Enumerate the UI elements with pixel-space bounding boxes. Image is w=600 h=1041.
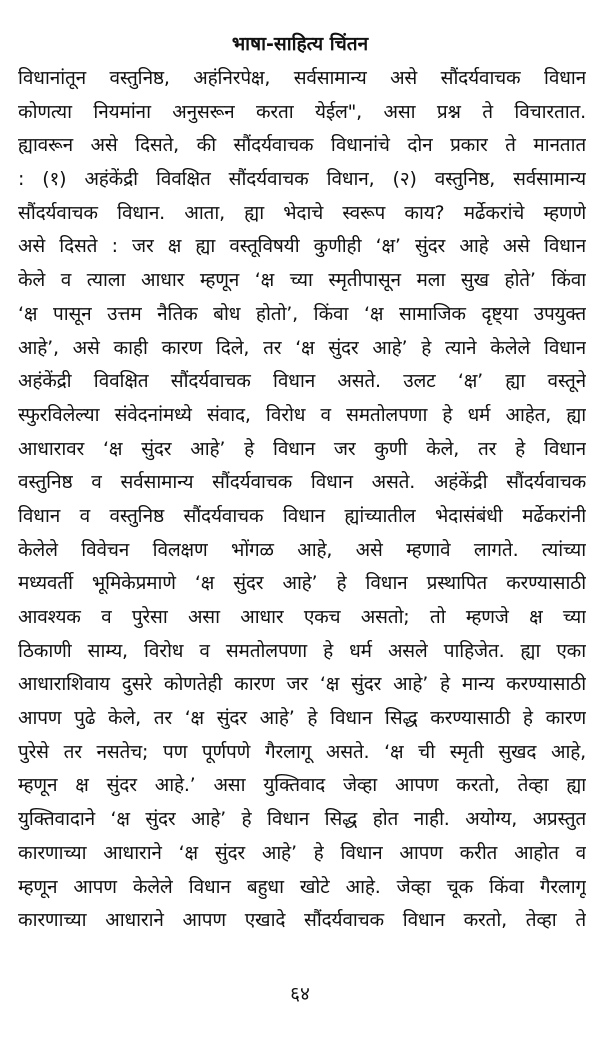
text-line: मध्यवर्ती भूमिकेप्रमाणे ‘क्ष सुंदर आहे’ हे विधान प्रस्थापित करण्यासाठी (18, 572, 586, 595)
text-line: आपण पुढे केले, तर ‘क्ष सुंदर आहे’ हे विधान सिद्ध करण्यासाठी हे कारण (18, 707, 586, 730)
text-line: सौंदर्यवाचक विधान. आता, ह्या भेदाचे स्वरूप काय? मर्ढेकरांचे म्हणणे (18, 201, 586, 224)
text-line: ‘क्ष पासून उत्तम नैतिक बोध होतो’, किंवा ‘क्ष सामाजिक दृष्ट्या उपयुक्त (18, 302, 586, 325)
text-line: पुरेसे तर नसतेच; पण पूर्णपणे गैरलागू असते. ‘क्ष ची स्मृती सुखद आहे, (18, 740, 586, 763)
text-line: केलेले विवेचन विलक्षण भोंगळ आहे, असे म्हणावे लागते. त्यांच्या (18, 538, 586, 561)
text-line: : (१) अहंकेंद्री विवक्षित सौंदर्यवाचक विधान, (२) वस्तुनिष्ठ, सर्वसामान्य (18, 168, 586, 191)
text-line: कारणाच्या आधाराने ‘क्ष सुंदर आहे’ हे विधान आपण करीत आहोत व (18, 841, 586, 864)
text-line: कोणत्या नियमांना अनुसरून करता येईल", असा प्रश्न ते विचारतात. (18, 100, 586, 123)
page-number: ६४ (290, 983, 310, 1005)
text-line: अहंकेंद्री विवक्षित सौंदर्यवाचक विधान असते. उलट ‘क्ष’ ह्या वस्तूने (18, 370, 586, 393)
text-line: आहे’, असे काही कारण दिले, तर ‘क्ष सुंदर आहे’ हे त्याने केलेले विधान (18, 336, 586, 359)
body-text (18, 62, 586, 938)
text-line: युक्तिवादाने ‘क्ष सुंदर आहे’ हे विधान सिद्ध होत नाही. अयोग्य, अप्रस्तुत (18, 808, 586, 831)
text-line: ठिकाणी साम्य, विरोध व समतोलपणा हे धर्म असले पाहिजेत. ह्या एका (18, 639, 586, 662)
text-line: आधारावर ‘क्ष सुंदर आहे’ हे विधान जर कुणी केले, तर हे विधान (18, 437, 586, 460)
text-line: म्हणून आपण केलेले विधान बहुधा खोटे आहे. जेव्हा चूक किंवा गैरलागू (18, 875, 586, 898)
text-line: विधान व वस्तुनिष्ठ सौंदर्यवाचक विधान ह्यांच्यातील भेदासंबंधी मर्ढेकरांनी (18, 504, 586, 527)
text-line: म्हणून क्ष सुंदर आहे.’ असा युक्तिवाद जेव्हा आपण करतो, तेव्हा ह्या (18, 774, 586, 797)
text-line: स्फुरविलेल्या संवेदनांमध्ये संवाद, विरोध व समतोलपणा हे धर्म आहेत, ह्या (18, 403, 586, 426)
text-line: आधाराशिवाय दुसरे कोणतेही कारण जर ‘क्ष सुंदर आहे’ हे मान्य करण्यासाठी (18, 673, 586, 696)
text-line: विधानांतून वस्तुनिष्ठ, अहंनिरपेक्ष, सर्वसामान्य असे सौंदर्यवाचक विधान (18, 67, 586, 89)
text-line: आवश्यक व पुरेसा असा आधार एकच असतो; तो म्हणजे क्ष च्या (18, 606, 586, 628)
text-line: कारणाच्या आधाराने आपण एखादे सौंदर्यवाचक विधान करतो, तेव्हा ते (18, 909, 586, 932)
text-line: केले व त्याला आधार म्हणून ‘क्ष च्या स्मृतीपासून मला सुख होते’ किंवा (18, 269, 586, 292)
text-line: ह्यावरून असे दिसते, की सौंदर्यवाचक विधानांचे दोन प्रकार ते मानतात (18, 134, 586, 157)
running-head: भाषा-साहित्य चिंतन (231, 33, 369, 55)
text-line: वस्तुनिष्ठ व सर्वसामान्य सौंदर्यवाचक विधान असते. अहंकेंद्री सौंदर्यवाचक (18, 471, 586, 494)
text-line: असे दिसते : जर क्ष ह्या वस्तूविषयी कुणीही ‘क्ष’ सुंदर आहे असे विधान (18, 235, 586, 258)
